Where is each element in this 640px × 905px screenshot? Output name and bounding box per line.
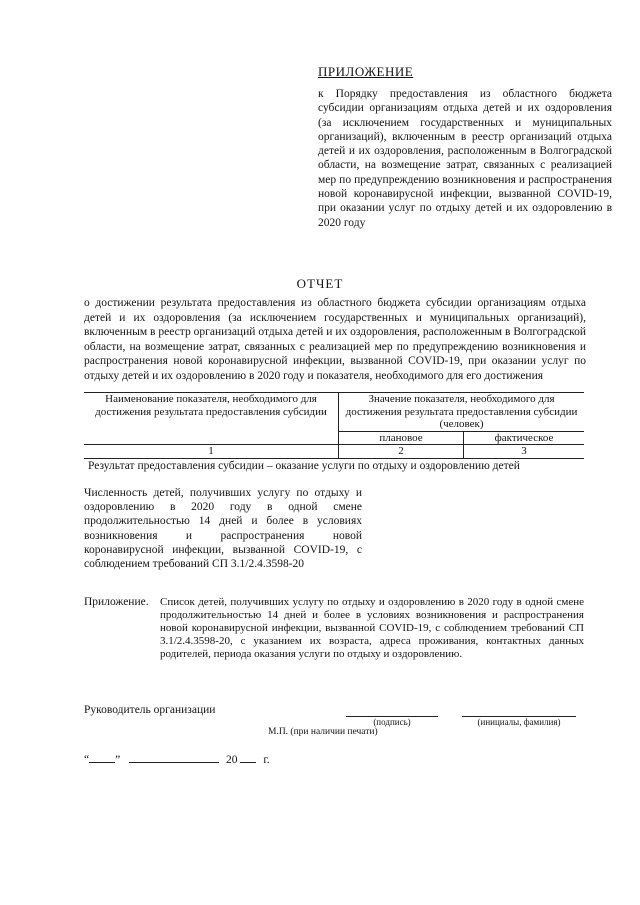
stamp-note: М.П. (при наличии печати) [268, 727, 378, 737]
year-blank [240, 752, 256, 763]
col-number-2: 2 [339, 445, 464, 459]
initials-caption: (инициалы, фамилия) [477, 717, 561, 727]
date-close-quote: ” [115, 754, 121, 766]
report-subtitle: о достижении результата предоставления из областного бюджета субсидии организациям отдыха детей и их оздоровления (за исключением государственных и муниципальных организаций), включенным в реестр организаций отдыха детей и их оздоровления, расположенным в Волгоградской области, на возмещение затрат, связанных с реализацией мер по предупреждению возникновения и распространения новой коронавирусной инфекции, вызванной COVID-19, при оказании услуг по отдыху детей и их оздоровлению в 2020 году и показателя, необходимого для его достижения [84, 297, 586, 382]
sub-actual: фактическое [464, 431, 585, 445]
col-number-1: 1 [84, 445, 339, 459]
signature-line [346, 704, 438, 717]
year-suffix: г. [263, 754, 270, 766]
date-open-quote: “ [84, 754, 90, 766]
attachment-text: Список детей, получивших услугу по отдыху и оздоровлению в 2020 году в одной смене продолжительностью 14 дней и более в условиях возникновения и распространения новой коронавирусной инфекции, вызванной COVID-19, с соблюдением требований СП 3.1/2.4.3598-20, с указанием их возраста, адреса проживания, контактных данных родителей, периода оказания услуги по отдыху и оздоровлению. [160, 596, 584, 660]
table-header-row [84, 393, 584, 432]
date-line [84, 752, 270, 766]
col1-header: Наименование показателя, необходимого для достижения результата предоставления субсидии [84, 393, 339, 445]
col2-header: Значение показателя, необходимого для достижения результата предоставления субсидии (человек) [339, 393, 585, 432]
sub-planned: плановое [339, 431, 464, 445]
result-line: Результат предоставления субсидии – оказание услуги по отдыху и оздоровлению детей [88, 460, 520, 472]
indicator-table [84, 392, 584, 459]
month-blank [129, 752, 219, 763]
table-number-row [84, 445, 584, 459]
head-of-organization-label: Руководитель организации [84, 704, 216, 716]
col-number-3: 3 [464, 445, 585, 459]
year-prefix: 20 [225, 754, 238, 766]
appendix-title: ПРИЛОЖЕНИЕ [318, 64, 414, 79]
appendix-text: к Порядку предоставления из областного бюджета субсидии организациям отдыха детей и их оздоровления (за исключением государственных и муниципальных организаций), включенным в реестр организаций отдыха детей и их оздоровления, расположенным в Волгоградской области, на возмещение затрат, связанных с реализацией мер по предупреждению возникновения и распространения новой коронавирусной инфекции, вызванной COVID-19, при оказании услуг по отдыху детей и их оздоровлению в 2020 году [318, 88, 612, 229]
indicator-text: Численность детей, получивших услугу по отдыху и оздоровлению в 2020 году в одной смене продолжительностью 14 дней и более в условиях возникновения и распространения новой коронавирусной инфекции, вызванной COVID-19, с соблюдением требований СП 3.1/2.4.3598-20 [84, 487, 362, 571]
day-blank [89, 752, 115, 763]
initials-line [462, 704, 576, 717]
signature-caption: (подпись) [373, 717, 411, 727]
attachment-label: Приложение. [84, 596, 149, 608]
report-title: ОТЧЕТ [296, 276, 344, 291]
